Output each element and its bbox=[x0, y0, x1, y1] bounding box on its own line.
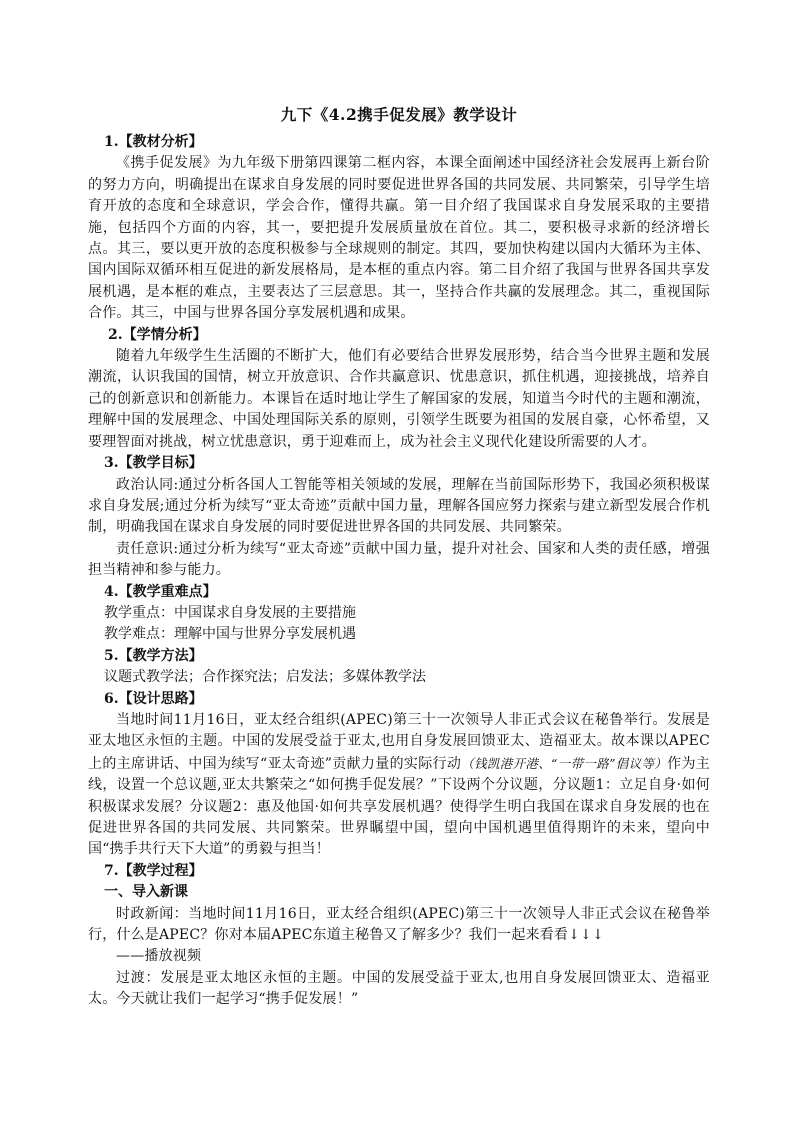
paragraph-transition: 过渡：发展是亚太地区永恒的主题。中国的发展受益于亚太,也用自身发展回馈亚太、造福亚太。今天就让我们一起学习“携手促发展！” bbox=[88, 969, 710, 1008]
subheading-introduction: 一、导入新课 bbox=[104, 884, 188, 901]
paragraph-play-video: ——播放视频 bbox=[116, 948, 202, 965]
heading-teaching-methods: 5.【教学方法】 bbox=[104, 647, 203, 664]
line-difficulty: 教学难点：理解中国与世界分享发展机遇 bbox=[104, 626, 356, 643]
paragraph-responsibility: 责任意识:通过分析为续写“亚太奇迹”贡献中国力量，提升对社会、国家和人类的责任感，增强担当精神和参与能力。 bbox=[88, 540, 710, 579]
paragraph-news: 时政新闻：当地时间11月16日，亚太经合组织(APEC)第三十一次领导人非正式会议在秘鲁举行，什么是APEC？你对本届APEC东道主秘鲁又了解多少？我们一起来看看↓↓↓ bbox=[88, 905, 710, 944]
heading-key-points: 4.【教学重难点】 bbox=[104, 583, 217, 600]
design-idea-text-b: 作为主线，设置一个总议题,亚太共繁荣之“如何携手促发展？”下设两个分议题，分议题1：立足自身·如何积极谋求发展？分议题2：惠及他国·如何共享发展机遇？使得学生明白我国在谋求自身发展的也在促进世界各国的共同发展、共同繁荣。世界瞩望中国，望向中国机遇里值得期许的未来，望向中国“携手共行天下大道”的勇毅与担当！ bbox=[88, 755, 711, 858]
heading-teaching-process: 7.【教学过程】 bbox=[104, 862, 203, 879]
design-idea-example: （钱凯港开港、“一带一路”倡议等） bbox=[461, 755, 668, 771]
document-title: 九下《4.2携手促发展》教学设计 bbox=[280, 105, 518, 124]
line-key-point: 教学重点：中国谋求自身发展的主要措施 bbox=[104, 604, 356, 621]
paragraph-textbook-analysis: 《携手促发展》为九年级下册第四课第二框内容，本课全面阐述中国经济社会发展再上新台阶的努力方向，明确提出在谋求自身发展的同时要促进世界各国的共同发展、共同繁荣，引导学生培育开放的态度和全球意识，学会合作，懂得共赢。第一目介绍了我国谋求自身发展采取的主要措施，包括四个方面的内容，其一，要把提升发展质量放在首位。其二，要积极寻求新的经济增长点。其三，要以更开放的态度积极参与全球规则的制定。其四，要加快构建以国内大循环为主体、国内国际双循环相互促进的新发展格局，是本框的重点内容。第二目介绍了我国与世界各国共享发展机遇，是本框的难点，主要表达了三层意思。其一，坚持合作共赢的发展理念。其二，重视国际合作。其三，中国与世界各国分享发展机遇和成果。 bbox=[88, 155, 710, 322]
paragraph-student-analysis: 随着九年级学生生活圈的不断扩大，他们有必要结合世界发展形势，结合当今世界主题和发展潮流，认识我国的国情，树立开放意识、合作共赢意识、忧患意识，抓住机遇，迎接挑战，培养自己的创新意识和创新能力。本课旨在适时地让学生了解国家的发展，知道当今时代的主题和潮流，理解中国的发展理念、中国处理国际关系的原则，引领学生既要为祖国的发展自豪，心怀希望，又要理智面对挑战，树立忧患意识，勇于迎难而上，成为社会主义现代化建设所需要的人才。 bbox=[88, 348, 710, 450]
paragraph-design-idea bbox=[88, 710, 710, 861]
paragraph-political-identity: 政治认同:通过分析各国人工智能等相关领域的发展，理解在当前国际形势下，我国必须积极谋求自身发展;通过分析为续写“亚太奇迹”贡献中国力量，理解各国应努力探索与建立新型发展合作机制，明确我国在谋求自身发展的同时要促进世界各国的共同发展、共同繁荣。 bbox=[88, 476, 710, 536]
heading-student-analysis: 2.【学情分析】 bbox=[108, 326, 207, 343]
line-teaching-methods: 议题式教学法；合作探究法；启发法；多媒体教学法 bbox=[104, 669, 426, 686]
heading-design-idea: 6.【设计思路】 bbox=[104, 690, 203, 707]
document-page bbox=[88, 104, 710, 1011]
heading-teaching-goals: 3.【教学目标】 bbox=[104, 455, 203, 472]
design-idea-text-a: 当地时间11月16日，亚太经合组织(APEC)第三十一次领导人非正式会议在秘鲁举行。发展是亚太地区永恒的主题。中国的发展受益于亚太,也用自身发展回馈亚太、造福亚太。故本课以APEC上的主席讲话、中国为续写“亚太奇迹”贡献力量的实际行动 bbox=[88, 711, 710, 772]
heading-textbook-analysis: 1.【教材分析】 bbox=[104, 134, 203, 150]
